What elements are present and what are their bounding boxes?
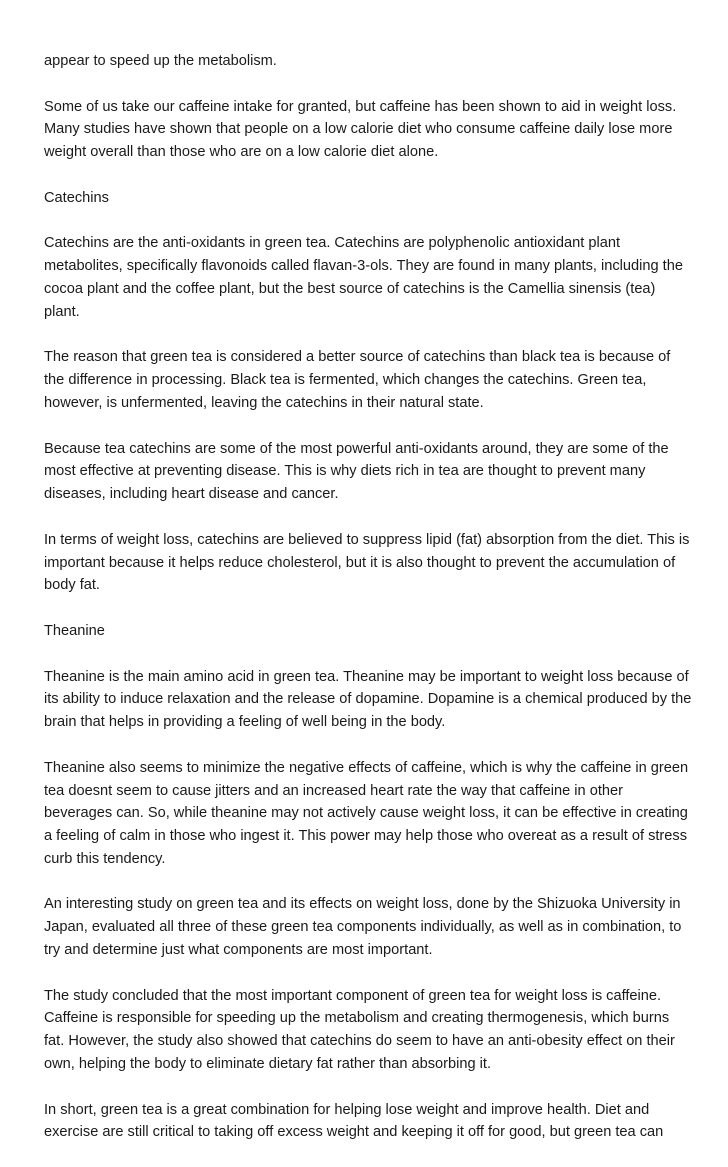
paragraph-theanine-caffeine: Theanine also seems to minimize the negative effects of caffeine, which is why the caffeine in green tea doesnt seem to cause jitters and an increased heart rate the way that caffeine in other beverages can. So, while theanine may not actively cause weight loss, it can be effective in creating a feeling of calm in those who ingest it. This power may help those who overeat as a result of stress curb this tendency. (44, 759, 689, 867)
paragraph-metabolism-continuation: appear to speed up the metabolism. (44, 53, 277, 69)
paragraph-catechins-weight-loss: In terms of weight loss, catechins are believed to suppress lipid (fat) absorption from the diet. This is important because it helps reduce cholesterol, but it is also thought to prevent the accumulation of body fat. (44, 531, 690, 594)
document-body (44, 50, 692, 1167)
paragraph-theanine-definition: Theanine is the main amino acid in green tea. Theanine may be important to weight loss because of its ability to induce relaxation and the release of dopamine. Dopamine is a chemical produced by the brain that helps in providing a feeling of well being in the body. (44, 668, 692, 731)
paragraph-antioxidants-disease: Because tea catechins are some of the most powerful anti-oxidants around, they are some of the most effective at preventing disease. This is why diets rich in tea are thought to prevent many diseases, including heart disease and cancer. (44, 440, 669, 503)
paragraph-shizuoka-study: An interesting study on green tea and its effects on weight loss, done by the Shizuoka University in Japan, evaluated all three of these green tea components individually, as well as in combination, to try and determine just what components are most important. (44, 896, 682, 959)
paragraph-green-vs-black-tea: The reason that green tea is considered a better source of catechins than black tea is because of the difference in processing. Black tea is fermented, which changes the catechins. Green tea, however, is unfermented, leaving the catechins in their natural state. (44, 349, 671, 411)
paragraph-caffeine: Some of us take our caffeine intake for granted, but caffeine has been shown to aid in weight loss. Many studies have shown that people on a low calorie diet who consume caffeine daily lose more weight overall than those who are on a low calorie diet alone. (44, 98, 677, 161)
paragraph-study-conclusion: The study concluded that the most important component of green tea for weight loss is caffeine. Caffeine is responsible for speeding up the metabolism and creating thermogenesis, which burns fat. However, the study also showed that catechins do seem to have an anti-obesity effect on their own, helping the body to eliminate dietary fat rather than absorbing it. (44, 987, 675, 1073)
paragraph-catechins-definition: Catechins are the anti-oxidants in green tea. Catechins are polyphenolic antioxidant plant metabolites, specifically flavonoids called flavan-3-ols. They are found in many plants, including the cocoa plant and the coffee plant, but the best source of catechins is the Camellia sinensis (tea) plant. (44, 235, 683, 320)
section-heading-catechins: Catechins (44, 189, 109, 206)
paragraph-summary: In short, green tea is a great combination for helping lose weight and improve health. Diet and exercise are still critical to taking off excess weight and keeping it off for good, but green tea can (44, 1101, 664, 1141)
section-heading-theanine: Theanine (44, 622, 105, 639)
